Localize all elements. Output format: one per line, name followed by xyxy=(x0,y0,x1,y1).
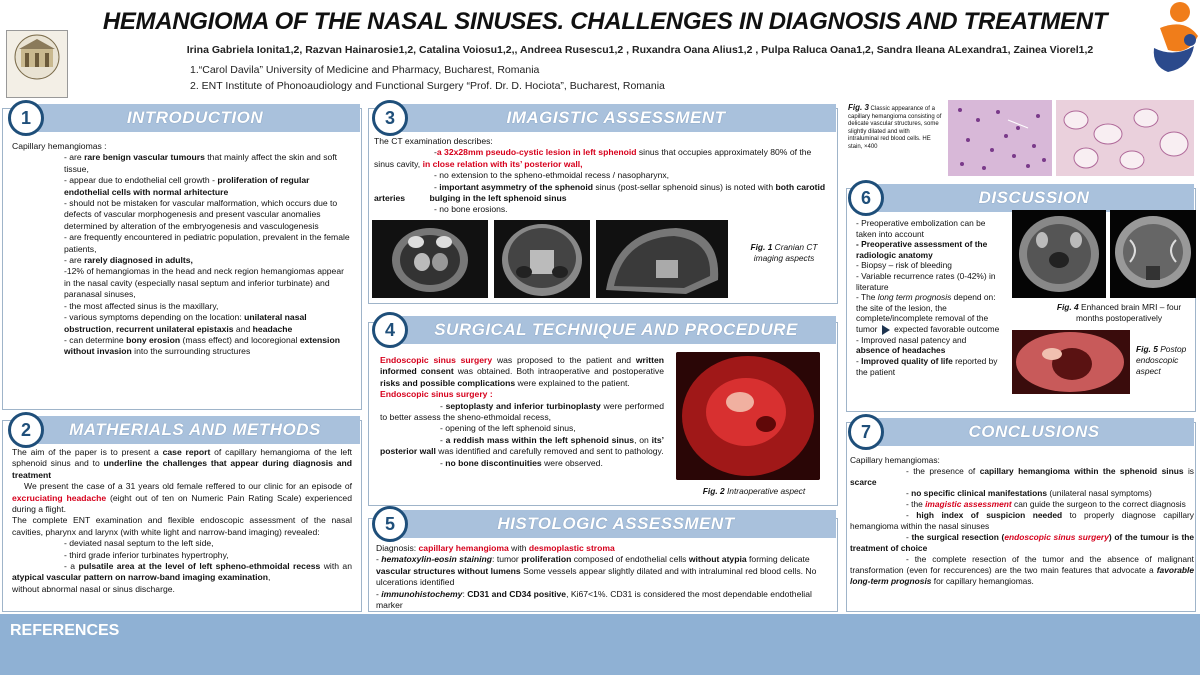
ct-image-axial xyxy=(372,220,488,298)
histology-image-1 xyxy=(948,100,1052,176)
section-number-6: 6 xyxy=(848,180,884,216)
section-number-2: 2 xyxy=(8,412,44,448)
methods-header: MATHERIALS AND METHODS xyxy=(30,416,360,444)
fig4-caption: Fig. 4 Enhanced brain MRI – four months postoperatively xyxy=(1056,302,1182,323)
imagistic-text: The CT examination describes: -a 32x28mm pseudo-cystic lesion in left sphenoid sinus that occupies approximately 80% of the sinus cavity, in close relation with its’ posterior wall, - no extension to the spheno-ethmoidal recess / nasopharynx, - important asymmetry of the sphenoid sinus (post-sellar sphenoid sinus) is noted with both carotid arteries bulging in the left sphenoid sinus - no bone erosions. xyxy=(374,136,826,215)
affiliation-1: 1.“Carol Davila” University of Medicine and Pharmacy, Bucharest, Romania xyxy=(190,64,540,76)
authors: Irina Gabriela Ionita1,2, Razvan Hainarosie1,2, Catalina Voiosu1,2,, Andreea Rusescu1,2 , Ruxandra Oana Alius1,2 , Pulpa Raluca Oana1,2, Sandra Ileana ALexandra1, Zainea Viorel1,2 xyxy=(186,44,1094,56)
introduction-header: INTRODUCTION xyxy=(30,104,360,132)
postop-endoscopic-photo xyxy=(1012,330,1130,394)
histologic-text: Diagnosis: capillary hemangioma with desmoplastic stroma - hematoxylin-eosin staining: tumor proliferation composed of endothelial cells without atypia forming delicate vascular structures without lumens Some vessels appear slightly dilated and with intraluminal red blood cells. No ulcerations identified - immunohistochemy: CD31 and CD34 positive, Ki67<1%. CD31 is considered the most dependable endothelial marker xyxy=(376,543,817,611)
conclusions-text: Capillary hemangiomas: - the presence of capillary hemangioma within the sphenoid sinus is scarce - no specific clinical manifestations (unilateral nasal symptoms) - the imagistic assessment can guide the surgeon to the correct diagnosis - high index of suspicion needed to properly diagnose capillary hemangioma within the nasal sinuses - the surgical resection (endoscopic sinus surgery) of the tumour is the treatment of choice - the complete resection of the tumor and the absence of malignant transformation (even for reccurences) are the two main features that advocate a favorable long-term prognosis for capillary hemangiomas. xyxy=(850,455,1195,586)
section-number-4: 4 xyxy=(372,312,408,348)
ct-image-coronal xyxy=(494,220,590,298)
arrow-right-icon xyxy=(882,325,890,335)
references-label: REFERENCES xyxy=(10,622,120,639)
section-number-5: 5 xyxy=(372,506,408,542)
histologic-header: HISTOLOGIC ASSESSMENT xyxy=(396,510,836,538)
affiliation-2: 2. ENT Institute of Phonoaudiology and Functional Surgery “Prof. Dr. D. Hociota”, Bucharest, Romania xyxy=(190,80,665,92)
section-number-3: 3 xyxy=(372,100,408,136)
references-bar xyxy=(0,614,1200,675)
fig1-caption: Fig. 1 Cranian CT imaging aspects xyxy=(750,242,818,263)
poster-title: HEMANGIOMA OF THE NASAL SINUSES. CHALLENGES IN DIAGNOSIS AND TREATMENT xyxy=(102,8,1108,35)
section-number-7: 7 xyxy=(848,414,884,450)
imagistic-header: IMAGISTIC ASSESSMENT xyxy=(396,104,836,132)
discussion-text: - Preoperative embolization can be taken into account - Preoperative assessment of the radiologic anatomy - Biopsy – risk of bleeding - Variable recurrence rates (0-42%) in literature - The long term prognosis depend on: the site of the lesion, the complete/incomplete removal of the tumor expected favorable outcome - Improved nasal patency and absence of headaches - Improved quality of life reported by the patient xyxy=(856,218,1000,377)
mri-image-coronal xyxy=(1110,210,1196,298)
fig3-caption: Fig. 3 Classic appearance of a capillary hemangioma consisting of delicate vascular structures, some slightly dilated and with intraluminal red blood cells. HE stain, ×400 xyxy=(848,103,942,150)
section-number-1: 1 xyxy=(8,100,44,136)
methods-text: The aim of the paper is to present a case report of capillary hemangioma of the left sphenoid sinus and to underline the challenges that appear during diagnosis and treatment We present the case of a 31 years old female reffered to our clinic for an episode of excruciating headache (eight out of ten on Numeric Pain Rating Scale) experienced during a flight. The complete ENT examination and flexible endoscopic assessment of the nasal cavities, pharynx and larynx (with white light and narrow-band imaging) revealed: - deviated nasal septum to the left side, - third grade inferior turbinates hypertrophy, - a pulsatile area at the level of left spheno-ethmoidal recess with an atypical vascular pattern on narrow-band imaging examination, without abnormal nasal or sinus discharge. xyxy=(12,447,352,594)
institute-logo xyxy=(1140,0,1200,80)
mri-image-axial xyxy=(1012,210,1106,298)
introduction-text: Capillary hemangiomas : - are rare benign vascular tumours that mainly affect the skin and soft tissue, - appear due to endothelial cell growth - proliferation of regular endothelial cells with normal arhitecture - should not be mistaken for vascular malformation, which occurs due to defects of vascular morphogenesis and present vascular anomalies determined by alteration of the embryogenesis and vasculogenesis - are frequently encountered in pediatric population, prevalent in the female patients, - are rarely diagnosed in adults, -12% of hemangiomas in the head and neck region hemangiomas appear in the nasal cavity (especially nasal septum and inferior turbinate) and paranasal sinuses, - the most affected sinus is the maxillary, - various symptoms depending on the location: unilateral nasal obstruction, recurrent unilateral epistaxis and headache - can determine bony erosion (mass effect) and locoregional extension without invasion into the surrounding structures xyxy=(12,141,350,357)
fig5-caption: Fig. 5 Postop endoscopic aspect xyxy=(1136,344,1187,376)
discussion-header: DISCUSSION xyxy=(874,184,1194,212)
university-logo xyxy=(6,30,68,98)
conclusions-header: CONCLUSIONS xyxy=(874,418,1194,446)
ct-image-sagittal xyxy=(596,220,728,298)
histology-image-2 xyxy=(1056,100,1194,176)
fig2-caption: Fig. 2 Intraoperative aspect xyxy=(702,486,806,496)
intraoperative-photo xyxy=(676,352,820,480)
surgical-header: SURGICAL TECHNIQUE AND PROCEDURE xyxy=(396,316,836,344)
surgical-text: Endoscopic sinus surgery was proposed to the patient and written informed consent was obtained. Both intraoperative and postoperative risks and possible complications were explained to the patient. Endoscopic sinus surgery : - septoplasty and inferior turbinoplasty were performed to better assess the sheno-ethmoidal recess, - opening of the left sphenoid sinus, - a reddish mass within the left sphenoid sinus, on its’ posterior wall was identified and carefully removed and sent to pathology. - no bone discontinuities were observed. xyxy=(380,355,665,468)
